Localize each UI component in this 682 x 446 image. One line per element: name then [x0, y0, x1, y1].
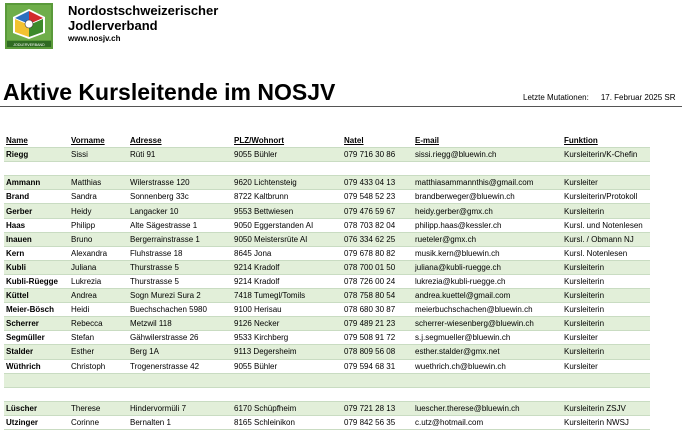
table-row	[4, 387, 650, 401]
cell-vorname: Christoph	[69, 359, 128, 373]
cell-natel: 079 489 21 23	[342, 317, 413, 331]
cell-name: Segmüller	[4, 331, 69, 345]
col-header-funktion: Funktion	[562, 134, 650, 148]
org-name-line2: Jodlerverband	[68, 17, 158, 33]
cell-natel	[342, 162, 413, 176]
cell-adresse: Fluhstrasse 18	[128, 246, 232, 260]
col-header-email: E-mail	[413, 134, 562, 148]
cell-vorname: Andrea	[69, 289, 128, 303]
col-header-name: Name	[4, 134, 69, 148]
cell-funktion: Kursleiterin	[562, 289, 650, 303]
cell-adresse: Wilerstrasse 120	[128, 176, 232, 190]
last-mutations	[523, 93, 676, 102]
cell-plz: 9533 Kirchberg	[232, 331, 342, 345]
table-row	[4, 204, 650, 218]
cell-vorname: Sandra	[69, 190, 128, 204]
cell-adresse: Sonnenberg 33c	[128, 190, 232, 204]
cell-natel: 079 508 91 72	[342, 331, 413, 345]
cell-adresse	[128, 387, 232, 401]
cell-funktion: Kursleiterin	[562, 317, 650, 331]
cell-name	[4, 373, 69, 387]
cell-plz: 9214 Kradolf	[232, 274, 342, 288]
table-header-row	[4, 134, 650, 148]
cell-funktion: Kursleiterin	[562, 260, 650, 274]
cell-natel: 079 433 04 13	[342, 176, 413, 190]
cell-vorname: Sissi	[69, 148, 128, 162]
cell-natel: 079 716 30 86	[342, 148, 413, 162]
cell-name: Gerber	[4, 204, 69, 218]
cell-email[interactable]: luescher.therese@bluewin.ch	[413, 401, 562, 415]
cell-email[interactable]: matthiasammannthis@gmail.com	[413, 176, 562, 190]
cell-funktion: Kursleiterin	[562, 303, 650, 317]
table-row	[4, 190, 650, 204]
cell-name: Wüthrich	[4, 359, 69, 373]
table-row	[4, 246, 650, 260]
cell-email[interactable]: philipp.haas@kessler.ch	[413, 218, 562, 232]
cell-funktion: Kursleiter	[562, 331, 650, 345]
cell-name: Brand	[4, 190, 69, 204]
cell-plz: 9553 Bettwiesen	[232, 204, 342, 218]
cell-funktion: Kursleiterin/Protokoll	[562, 190, 650, 204]
cell-plz: 9050 Eggerstanden AI	[232, 218, 342, 232]
cell-plz: 8722 Kaltbrunn	[232, 190, 342, 204]
cell-vorname: Esther	[69, 345, 128, 359]
cell-adresse: Gähwilerstrasse 26	[128, 331, 232, 345]
cell-funktion: Kursleiterin	[562, 274, 650, 288]
cell-adresse: Rüti 91	[128, 148, 232, 162]
cell-adresse: Langacker 10	[128, 204, 232, 218]
cell-natel: 079 476 59 67	[342, 204, 413, 218]
page-title: Aktive Kursleitende im NOSJV	[3, 79, 336, 105]
cell-email[interactable]: rueteler@gmx.ch	[413, 232, 562, 246]
cell-plz: 9126 Necker	[232, 317, 342, 331]
cell-vorname	[69, 387, 128, 401]
table-row	[4, 218, 650, 232]
table-body	[4, 148, 650, 430]
table-row	[4, 359, 650, 373]
nosjv-logo	[5, 3, 53, 49]
cell-name	[4, 162, 69, 176]
col-header-natel: Natel	[342, 134, 413, 148]
cell-email	[413, 387, 562, 401]
cell-adresse: Sogn Murezi Sura 2	[128, 289, 232, 303]
cell-email[interactable]: andrea.kuettel@gmail.com	[413, 289, 562, 303]
cell-adresse: Berg 1A	[128, 345, 232, 359]
cell-funktion: Kursleiterin	[562, 204, 650, 218]
table-row	[4, 176, 650, 190]
cell-funktion: Kursleiterin	[562, 345, 650, 359]
cell-funktion	[562, 387, 650, 401]
cell-funktion: Kursleiter	[562, 359, 650, 373]
cell-natel: 078 680 30 87	[342, 303, 413, 317]
cell-email[interactable]: scherrer-wiesenberg@bluewin.ch	[413, 317, 562, 331]
table-row	[4, 289, 650, 303]
cell-adresse: Buechschachen 5980	[128, 303, 232, 317]
cell-adresse: Thurstrasse 5	[128, 274, 232, 288]
table-row	[4, 274, 650, 288]
cell-email[interactable]: musik.kern@bluewin.ch	[413, 246, 562, 260]
cell-plz: 9620 Lichtensteig	[232, 176, 342, 190]
cell-name: Küttel	[4, 289, 69, 303]
cell-name: Haas	[4, 218, 69, 232]
cell-plz	[232, 373, 342, 387]
cell-natel: 076 334 62 25	[342, 232, 413, 246]
last-mutations-date: 17. Februar 2025 SR	[600, 93, 676, 102]
cell-name: Kubli-Rüegge	[4, 274, 69, 288]
org-name	[68, 4, 218, 33]
cell-natel: 078 726 00 24	[342, 274, 413, 288]
cell-adresse: Metzwil 118	[128, 317, 232, 331]
cell-plz	[232, 387, 342, 401]
cell-funktion	[562, 162, 650, 176]
cell-vorname: Heidy	[69, 204, 128, 218]
cell-vorname: Alexandra	[69, 246, 128, 260]
cell-name: Kern	[4, 246, 69, 260]
cell-name: Inauen	[4, 232, 69, 246]
cell-natel	[342, 387, 413, 401]
cell-natel: 079 594 68 31	[342, 359, 413, 373]
col-header-adresse: Adresse	[128, 134, 232, 148]
cell-natel: 078 700 01 50	[342, 260, 413, 274]
cell-name: Utzinger	[4, 415, 69, 429]
col-header-vorname: Vorname	[69, 134, 128, 148]
table-row	[4, 415, 650, 429]
cell-email[interactable]: s.j.segmueller@bluewin.ch	[413, 331, 562, 345]
col-header-plz-wohnort: PLZ/Wohnort	[232, 134, 342, 148]
cell-adresse	[128, 373, 232, 387]
cell-adresse: Trogenerstrasse 42	[128, 359, 232, 373]
cell-plz: 6170 Schüpfheim	[232, 401, 342, 415]
table-row	[4, 373, 650, 387]
cell-vorname: Lukrezia	[69, 274, 128, 288]
cell-plz: 9055 Bühler	[232, 359, 342, 373]
table-row	[4, 260, 650, 274]
cell-email[interactable]: esther.stalder@gmx.net	[413, 345, 562, 359]
cell-plz: 9100 Herisau	[232, 303, 342, 317]
cell-email[interactable]: sissi.riegg@bluewin.ch	[413, 148, 562, 162]
cell-natel: 078 758 80 54	[342, 289, 413, 303]
cell-adresse: Thurstrasse 5	[128, 260, 232, 274]
cell-name: Meier-Bösch	[4, 303, 69, 317]
cell-vorname: Stefan	[69, 331, 128, 345]
cell-funktion: Kursleiter	[562, 176, 650, 190]
cell-vorname: Bruno	[69, 232, 128, 246]
cell-funktion: Kursleiterin ZSJV	[562, 401, 650, 415]
cell-plz: 9113 Degersheim	[232, 345, 342, 359]
cell-adresse: Hindervormüli 7	[128, 401, 232, 415]
cell-funktion: Kursl. Notenlesen	[562, 246, 650, 260]
cell-funktion	[562, 373, 650, 387]
table-row	[4, 331, 650, 345]
cell-name: Stalder	[4, 345, 69, 359]
cell-plz: 8645 Jona	[232, 246, 342, 260]
cell-name: Lüscher	[4, 401, 69, 415]
table-row	[4, 232, 650, 246]
cell-natel	[342, 373, 413, 387]
cell-adresse	[128, 162, 232, 176]
table-row	[4, 162, 650, 176]
cell-natel: 078 703 82 04	[342, 218, 413, 232]
cell-plz: 7418 Tumegl/Tomils	[232, 289, 342, 303]
org-name-line1: Nordostschweizerischer	[68, 3, 219, 18]
cell-plz: 8165 Schleinikon	[232, 415, 342, 429]
instructors-table	[4, 134, 650, 430]
cell-name: Kubli	[4, 260, 69, 274]
cell-adresse: Bergerrainstrasse 1	[128, 232, 232, 246]
cell-funktion: Kursleiterin/K-Chefin	[562, 148, 650, 162]
cell-plz: 9214 Kradolf	[232, 260, 342, 274]
cell-vorname: Rebecca	[69, 317, 128, 331]
cell-vorname: Heidi	[69, 303, 128, 317]
cell-vorname: Philipp	[69, 218, 128, 232]
cell-funktion: Kursleiterin NWSJ	[562, 415, 650, 429]
cell-name: Ammann	[4, 176, 69, 190]
cell-adresse: Bernalten 1	[128, 415, 232, 429]
cell-plz: 9055 Bühler	[232, 148, 342, 162]
table-row	[4, 345, 650, 359]
last-mutations-label: Letzte Mutationen:	[523, 93, 589, 102]
cell-funktion: Kursl. und Notenlesen	[562, 218, 650, 232]
cell-email[interactable]: wuethrich.ch@bluewin.ch	[413, 359, 562, 373]
cell-adresse: Alte Sägestrasse 1	[128, 218, 232, 232]
cell-email[interactable]: meierbuchschachen@bluewin.ch	[413, 303, 562, 317]
table-row	[4, 317, 650, 331]
website-link[interactable]: www.nosjv.ch	[68, 34, 121, 43]
cell-name: Riegg	[4, 148, 69, 162]
cell-email[interactable]: brandberweger@bluewin.ch	[413, 190, 562, 204]
table-row	[4, 401, 650, 415]
table-row	[4, 303, 650, 317]
cell-natel: 079 721 28 13	[342, 401, 413, 415]
title-divider	[0, 106, 682, 107]
cell-vorname: Corinne	[69, 415, 128, 429]
cell-plz	[232, 162, 342, 176]
cell-name	[4, 387, 69, 401]
cell-plz: 9050 Meistersrüte AI	[232, 232, 342, 246]
logo-text: JODLERVERBAND	[13, 42, 45, 47]
cell-email	[413, 162, 562, 176]
cell-vorname: Therese	[69, 401, 128, 415]
table-row	[4, 148, 650, 162]
cell-vorname	[69, 162, 128, 176]
cell-name: Scherrer	[4, 317, 69, 331]
cell-email[interactable]: juliana@kubli-ruegge.ch	[413, 260, 562, 274]
cell-email[interactable]: c.utz@hotmail.com	[413, 415, 562, 429]
cell-natel: 078 809 56 08	[342, 345, 413, 359]
cell-email[interactable]: lukrezia@kubli-ruegge.ch	[413, 274, 562, 288]
cell-vorname: Matthias	[69, 176, 128, 190]
cell-email	[413, 373, 562, 387]
cell-natel: 079 548 52 23	[342, 190, 413, 204]
cell-vorname: Juliana	[69, 260, 128, 274]
cell-email[interactable]: heidy.gerber@gmx.ch	[413, 204, 562, 218]
cell-natel: 079 842 56 35	[342, 415, 413, 429]
cell-funktion: Kursl. / Obmann NJ	[562, 232, 650, 246]
cell-natel: 079 678 80 82	[342, 246, 413, 260]
cell-vorname	[69, 373, 128, 387]
